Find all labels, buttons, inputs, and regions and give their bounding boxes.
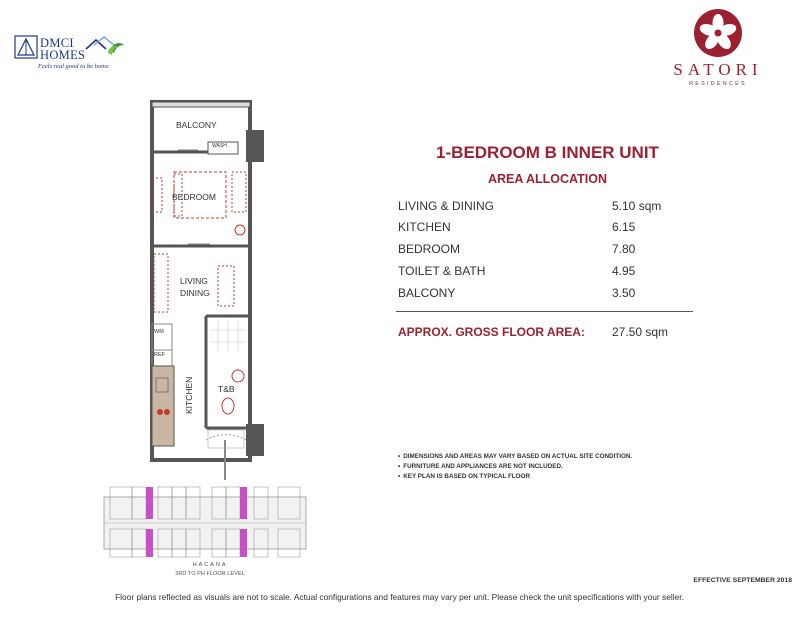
area-allocation-heading: AREA ALLOCATION [488, 172, 607, 186]
area-value-living-dining: 5.10 sqm [612, 199, 662, 213]
key-plan-building-name: HACANA [192, 562, 228, 568]
area-name-balcony: BALCONY [398, 286, 456, 300]
room-balcony: BALCONY [176, 120, 217, 130]
room-ref: REF [154, 352, 165, 358]
key-plan-floor-level: 3RD TO PH FLOOR LEVEL [175, 571, 245, 577]
area-name-kitchen: KITCHEN [398, 220, 451, 234]
room-wm: WM [154, 329, 164, 335]
room-living: LIVING [180, 276, 208, 286]
notes-list [398, 452, 632, 482]
room-wash: WASH [212, 143, 227, 149]
area-value-bedroom: 7.80 [612, 242, 636, 256]
developer-logo-text [40, 37, 85, 61]
gross-floor-area-value: 27.50 sqm [612, 325, 669, 339]
area-divider [396, 311, 693, 312]
unit-title: 1-BEDROOM B INNER UNIT [436, 143, 659, 162]
area-name-living-dining: LIVING & DINING [398, 199, 495, 213]
effective-date: EFFECTIVE SEPTEMBER 2018 [693, 577, 792, 584]
area-name-toilet-bath: TOILET & BATH [398, 264, 486, 278]
room-kitchen: KITCHEN [184, 376, 194, 414]
area-value-kitchen: 6.15 [612, 220, 636, 234]
key-plan-diagram [100, 483, 310, 561]
note-item: • FURNITURE AND APPLIANCES ARE NOT INCLUDED. [398, 462, 632, 472]
project-name: SATORI [673, 60, 763, 79]
note-item: • KEY PLAN IS BASED ON TYPICAL FLOOR [398, 472, 632, 482]
gross-floor-area-label: APPROX. GROSS FLOOR AREA: [398, 325, 585, 339]
sakura-flower-icon [693, 8, 743, 58]
developer-name-line2: HOMES [40, 48, 86, 62]
area-value-toilet-bath: 4.95 [612, 264, 636, 278]
unit-floor-plan [138, 94, 268, 494]
room-dining: DINING [180, 288, 210, 298]
developer-tagline: Feels real good to be home [38, 63, 109, 70]
dmci-logo-mark [14, 35, 42, 59]
room-toilet-bath: T&B [218, 384, 235, 394]
disclaimer-text: Floor plans reflected as visuals are not to scale. Actual configurations and features may vary per unit. Please check the unit specifications with your seller. [115, 592, 684, 602]
area-value-balcony: 3.50 [612, 286, 636, 300]
note-item: • DIMENSIONS AND AREAS MAY VARY BASED ON ACTUAL SITE CONDITION. [398, 452, 632, 462]
project-subtitle: RESIDENCES [689, 81, 747, 87]
area-name-bedroom: BEDROOM [398, 242, 461, 256]
room-bedroom: BEDROOM [172, 192, 216, 202]
developer-name-line1: DMCI [40, 36, 74, 50]
dmci-house-icon [84, 35, 126, 59]
